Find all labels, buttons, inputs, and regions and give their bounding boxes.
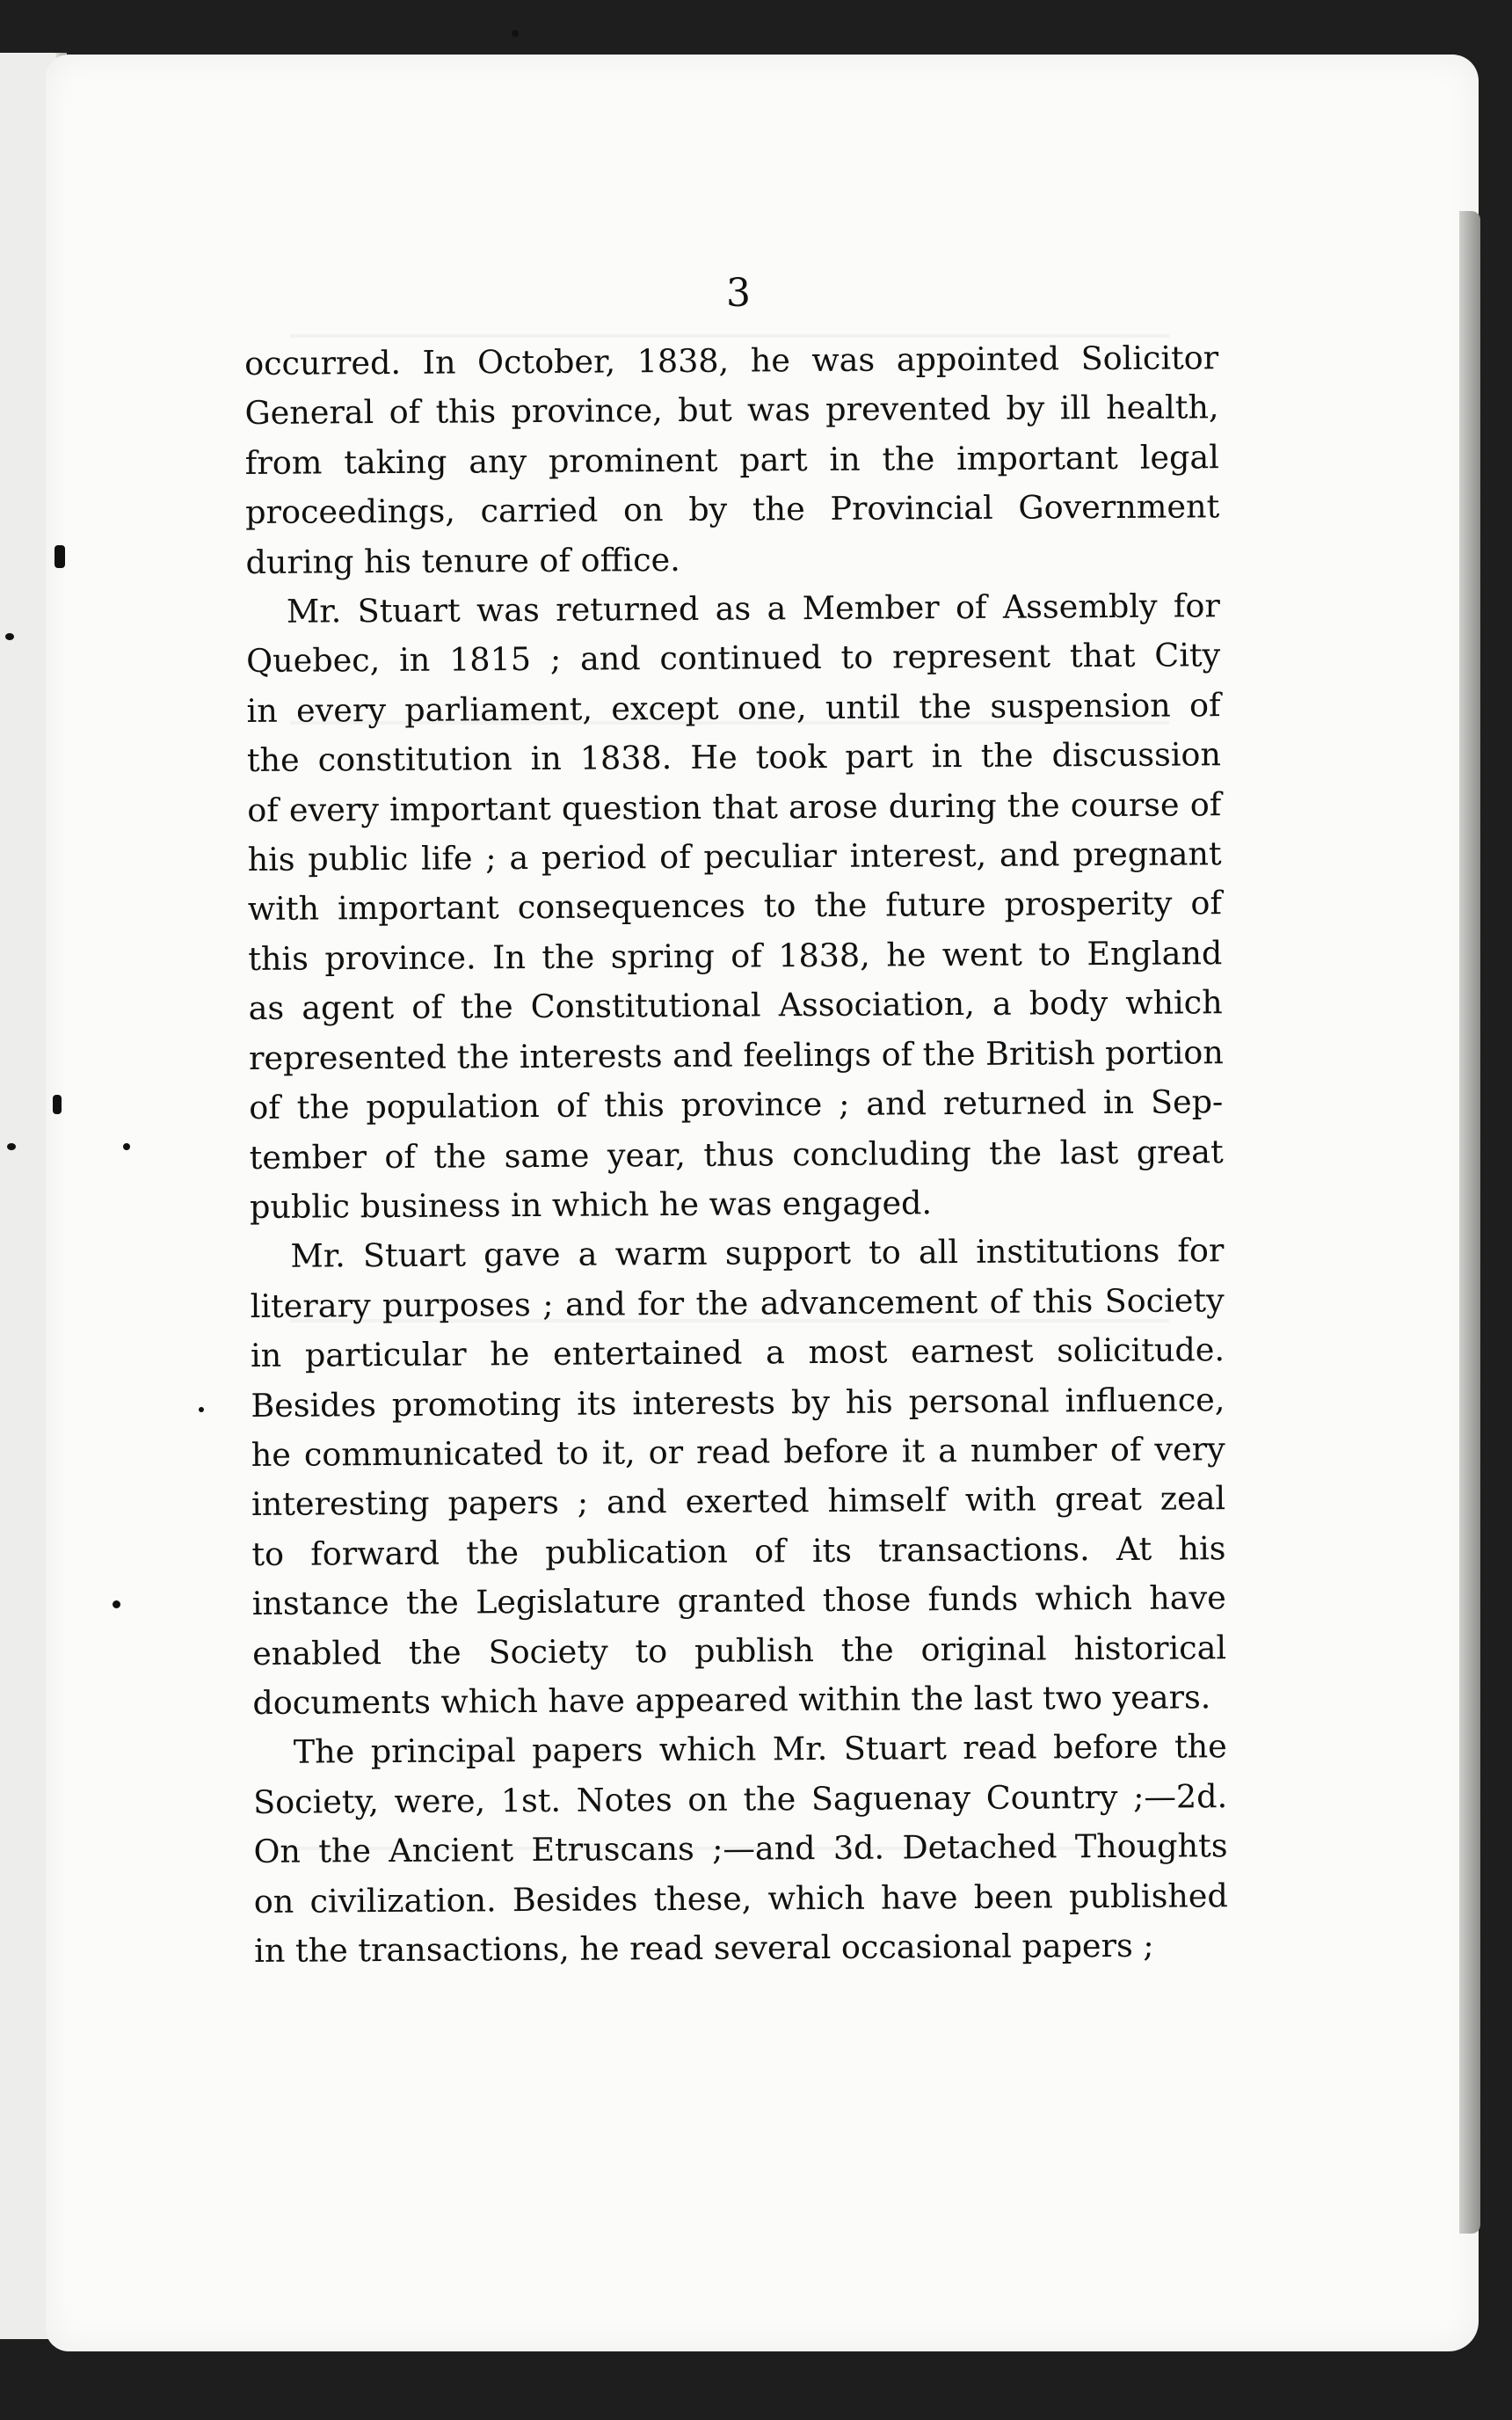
text-line: to forward the publication of its transactions. At his	[251, 1528, 1226, 1573]
scan-speck	[123, 1143, 130, 1150]
scan-speck	[199, 1407, 204, 1412]
text-line: of the population of this province ; and returned in Sep-	[249, 1082, 1224, 1127]
scan-speck	[55, 545, 65, 568]
text-line: literary purposes ; and for the advancement of this Society	[250, 1280, 1225, 1325]
text-line: in particular he entertained a most earnest solicitude.	[250, 1330, 1225, 1375]
text-line: represented the interests and feelings of the British portion	[248, 1032, 1224, 1077]
scan-speck	[113, 1600, 120, 1608]
text-line: of every important question that arose during the course of	[247, 784, 1222, 829]
paragraph	[244, 333, 1220, 587]
text-line: the constitution in 1838. He took part in the discussion	[246, 735, 1222, 780]
text-line: in the transactions, he read several occasional papers ;	[254, 1926, 1154, 1970]
text-line: enabled the Society to publish the original historical	[251, 1628, 1227, 1673]
paragraph	[250, 1227, 1226, 1729]
paragraph	[246, 581, 1224, 1232]
text-line: as agent of the Constitutional Association, a body which	[248, 983, 1223, 1028]
text-line: Mr. Stuart was returned as a Member of Assembly for	[286, 587, 1221, 631]
text-line: occurred. In October, 1838, he was appointed Solicitor	[244, 339, 1219, 383]
text-line: in every parliament, except one, until the suspension of	[246, 686, 1221, 730]
text-line: Mr. Stuart gave a warm support to all institutions for	[290, 1231, 1225, 1276]
text-line: with important consequences to the future prosperity of	[247, 884, 1223, 929]
page-number: 3	[726, 271, 751, 316]
text-line: instance the Legislature granted those funds which have	[251, 1578, 1226, 1623]
body-text	[244, 333, 1228, 1976]
text-line: interesting papers ; and exerted himself with great zeal	[251, 1479, 1226, 1524]
text-line: during his tenure of office.	[245, 540, 680, 581]
text-line: this province. In the spring of 1838, he went to England	[248, 934, 1223, 978]
scan-speck	[53, 1095, 62, 1114]
text-line: his public life ; a period of peculiar interest, and pregnant	[247, 835, 1222, 879]
text-line: Quebec, in 1815 ; and continued to represent that City	[246, 636, 1221, 681]
text-line: public business in which he was engaged.	[249, 1184, 933, 1226]
text-line: Besides promoting its interests by his personal influence,	[251, 1380, 1225, 1425]
text-line: On the Ancient Etruscans ;—and 3d. Detached Thoughts	[253, 1826, 1228, 1871]
text-line: Society, were, 1st. Notes on the Saguenay Country ;—2d.	[253, 1776, 1228, 1821]
text-line: The principal papers which Mr. Stuart read before the	[293, 1727, 1227, 1772]
scan-speck	[7, 1143, 16, 1150]
scan-speck	[5, 633, 14, 640]
text-line: proceedings, carried on by the Provincial Government	[245, 487, 1220, 532]
text-line: tember of the same year, thus concluding the last great	[249, 1132, 1224, 1177]
scan-speck	[512, 30, 519, 37]
text-line: documents which have appeared within the last two years.	[252, 1678, 1211, 1722]
text-line: he communicated to it, or read before it a number of very	[251, 1430, 1225, 1474]
text-line: on civilization. Besides these, which have been published	[253, 1876, 1228, 1921]
text-line: from taking any prominent part in the important legal	[244, 438, 1219, 482]
text-line: General of this province, but was prevented by ill health,	[244, 388, 1219, 433]
paragraph	[253, 1723, 1229, 1977]
page-stack-edge	[1459, 211, 1480, 2234]
